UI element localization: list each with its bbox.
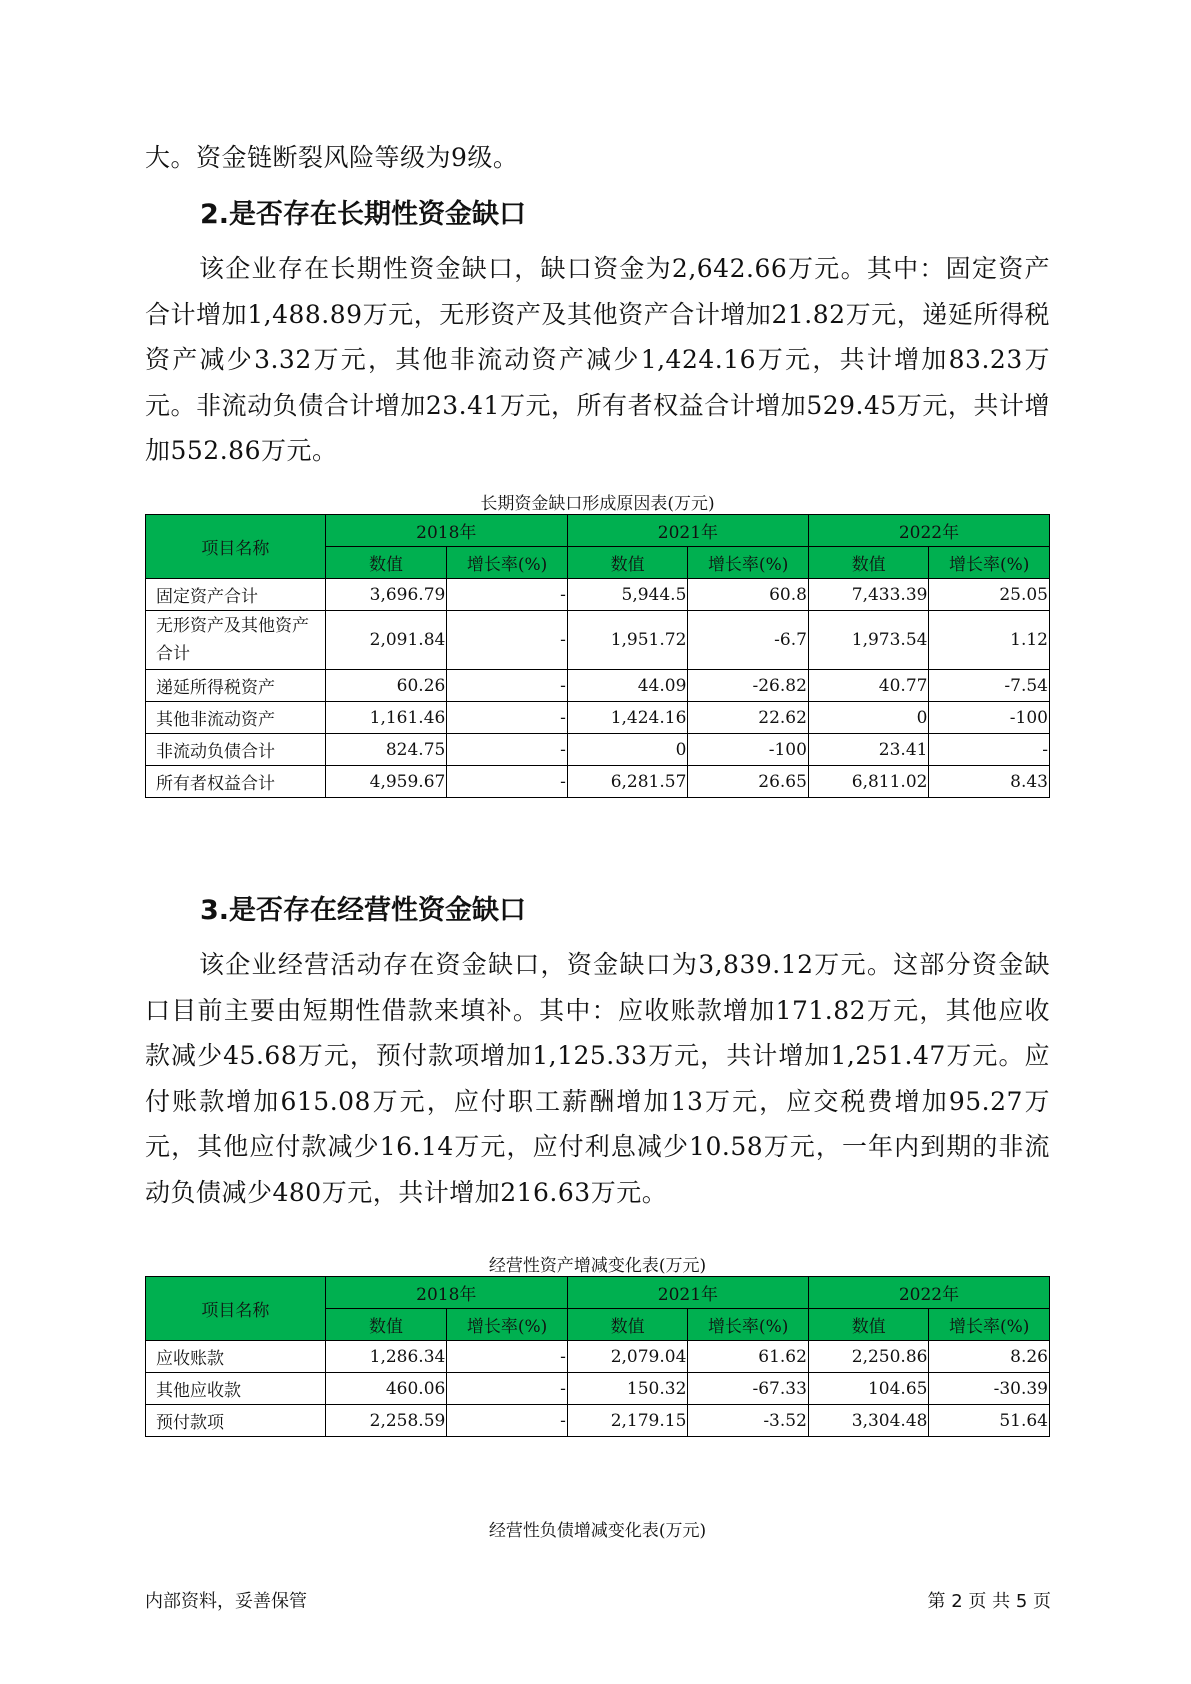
cell-value: 6,811.02 — [808, 766, 929, 798]
cell-value: 104.65 — [808, 1373, 929, 1405]
cell-rate: - — [447, 611, 568, 670]
table-row — [146, 1373, 1050, 1405]
footer-confidential-note: 内部资料，妥善保管 — [145, 1591, 307, 1612]
cell-value: 6,281.57 — [567, 766, 688, 798]
footer-page-number: 第 2 页 共 5 页 — [927, 1591, 1051, 1612]
cell-value: 7,433.39 — [808, 579, 929, 611]
table2-subheader-value: 数值 — [808, 1309, 929, 1341]
section3-heading: 3.是否存在经营性资金缺口 — [200, 895, 527, 926]
table-row — [146, 766, 1050, 798]
table2-subheader-value: 数值 — [325, 1309, 447, 1341]
table1-subheader-rate: 增长率(%) — [688, 547, 809, 579]
cell-rate: -30.39 — [929, 1373, 1050, 1405]
table2-subheader-rate: 增长率(%) — [929, 1309, 1050, 1341]
cell-rate: - — [447, 1341, 568, 1373]
cell-value: 1,424.16 — [567, 702, 688, 734]
cell-rate: 61.62 — [688, 1341, 809, 1373]
cell-rate: - — [447, 579, 568, 611]
cell-rate: -100 — [688, 734, 809, 766]
cell-value: 2,091.84 — [325, 611, 447, 670]
cell-value: 44.09 — [567, 670, 688, 702]
row-name: 固定资产合计 — [146, 579, 326, 611]
cell-value: 60.26 — [325, 670, 447, 702]
cell-rate: 22.62 — [688, 702, 809, 734]
table2-header-year: 2021年 — [567, 1277, 808, 1309]
cell-rate: - — [447, 734, 568, 766]
cell-value: 2,258.59 — [325, 1405, 447, 1437]
cell-rate: -26.82 — [688, 670, 809, 702]
cell-rate: 8.43 — [929, 766, 1050, 798]
cell-value: 2,179.15 — [567, 1405, 688, 1437]
cell-rate: -67.33 — [688, 1373, 809, 1405]
table1-header-item: 项目名称 — [146, 515, 326, 579]
cell-value: 1,973.54 — [808, 611, 929, 670]
cell-rate: - — [929, 734, 1050, 766]
table-row — [146, 579, 1050, 611]
cell-value: 150.32 — [567, 1373, 688, 1405]
table2-subheader-rate: 增长率(%) — [447, 1309, 568, 1341]
cell-value: 1,951.72 — [567, 611, 688, 670]
table-row — [146, 1405, 1050, 1437]
table2-caption: 经营性资产增减变化表(万元) — [488, 1256, 707, 1276]
table3-caption: 经营性负债增减变化表(万元) — [488, 1521, 707, 1541]
section2-heading: 2.是否存在长期性资金缺口 — [200, 199, 527, 230]
table1-header-year: 2022年 — [808, 515, 1049, 547]
row-name: 非流动负债合计 — [146, 734, 326, 766]
table1-caption: 长期资金缺口形成原因表(万元) — [480, 494, 715, 514]
table1-subheader-rate: 增长率(%) — [447, 547, 568, 579]
cell-value: 3,304.48 — [808, 1405, 929, 1437]
cell-value: 460.06 — [325, 1373, 447, 1405]
section2-paragraph: 该企业存在长期性资金缺口，缺口资金为2,642.66万元。其中：固定资产合计增加1,488.89万元，无形资产及其他资产合计增加21.82万元，递延所得税资产减少3.32万元，其他非流动资产减少1,424.16万元，共计增加83.23万元。非流动负债合计增加23.41万元，所有者权益合计增加529.45万元，共计增加552.86万元。 — [145, 254, 1050, 465]
cell-value: 0 — [567, 734, 688, 766]
cell-rate: - — [447, 670, 568, 702]
table2-header-item: 项目名称 — [146, 1277, 326, 1341]
cell-rate: 1.12 — [929, 611, 1050, 670]
table2-subheader-rate: 增长率(%) — [688, 1309, 809, 1341]
cell-rate: 8.26 — [929, 1341, 1050, 1373]
table-row — [146, 734, 1050, 766]
row-name: 所有者权益合计 — [146, 766, 326, 798]
cell-rate: -100 — [929, 702, 1050, 734]
table1-subheader-rate: 增长率(%) — [929, 547, 1050, 579]
table2 — [145, 1276, 1050, 1437]
table1-subheader-value: 数值 — [808, 547, 929, 579]
row-name: 其他应收款 — [146, 1373, 326, 1405]
cell-rate: - — [447, 702, 568, 734]
cell-value: 23.41 — [808, 734, 929, 766]
cell-rate: -6.7 — [688, 611, 809, 670]
table1-header-year: 2018年 — [325, 515, 567, 547]
table1-header-year: 2021年 — [567, 515, 808, 547]
cell-value: 1,286.34 — [325, 1341, 447, 1373]
cell-rate: 26.65 — [688, 766, 809, 798]
cell-value: 0 — [808, 702, 929, 734]
intro-line: 大。资金链断裂风险等级为9级。 — [145, 143, 519, 172]
row-name: 预付款项 — [146, 1405, 326, 1437]
section3-paragraph: 该企业经营活动存在资金缺口，资金缺口为3,839.12万元。这部分资金缺口目前主要由短期性借款来填补。其中：应收账款增加171.82万元，其他应收款减少45.68万元，预付款项增加1,125.33万元，共计增加1,251.47万元。应付账款增加615.08万元，应付职工薪酬增加13万元，应交税费增加95.27万元，其他应付款减少16.14万元，应付利息减少10.58万元，一年内到期的非流动负债减少480万元，共计增加216.63万元。 — [145, 950, 1050, 1207]
cell-value: 4,959.67 — [325, 766, 447, 798]
row-name: 其他非流动资产 — [146, 702, 326, 734]
cell-rate: -7.54 — [929, 670, 1050, 702]
table1 — [145, 514, 1050, 798]
cell-value: 824.75 — [325, 734, 447, 766]
table1-subheader-value: 数值 — [325, 547, 447, 579]
cell-value: 3,696.79 — [325, 579, 447, 611]
cell-rate: - — [447, 1373, 568, 1405]
table-row — [146, 670, 1050, 702]
cell-rate: 25.05 — [929, 579, 1050, 611]
cell-rate: 60.8 — [688, 579, 809, 611]
row-name: 递延所得税资产 — [146, 670, 326, 702]
cell-rate: - — [447, 1405, 568, 1437]
table2-header-year: 2018年 — [325, 1277, 567, 1309]
table2-subheader-value: 数值 — [567, 1309, 688, 1341]
cell-rate: -3.52 — [688, 1405, 809, 1437]
table-row — [146, 1341, 1050, 1373]
row-name: 应收账款 — [146, 1341, 326, 1373]
table2-header-year: 2022年 — [808, 1277, 1049, 1309]
cell-value: 40.77 — [808, 670, 929, 702]
table-row — [146, 702, 1050, 734]
cell-value: 2,079.04 — [567, 1341, 688, 1373]
cell-rate: - — [447, 766, 568, 798]
cell-value: 1,161.46 — [325, 702, 447, 734]
table-row — [146, 611, 1050, 670]
cell-value: 5,944.5 — [567, 579, 688, 611]
cell-rate: 51.64 — [929, 1405, 1050, 1437]
table1-subheader-value: 数值 — [567, 547, 688, 579]
cell-value: 2,250.86 — [808, 1341, 929, 1373]
row-name: 无形资产及其他资产合计 — [146, 611, 326, 670]
